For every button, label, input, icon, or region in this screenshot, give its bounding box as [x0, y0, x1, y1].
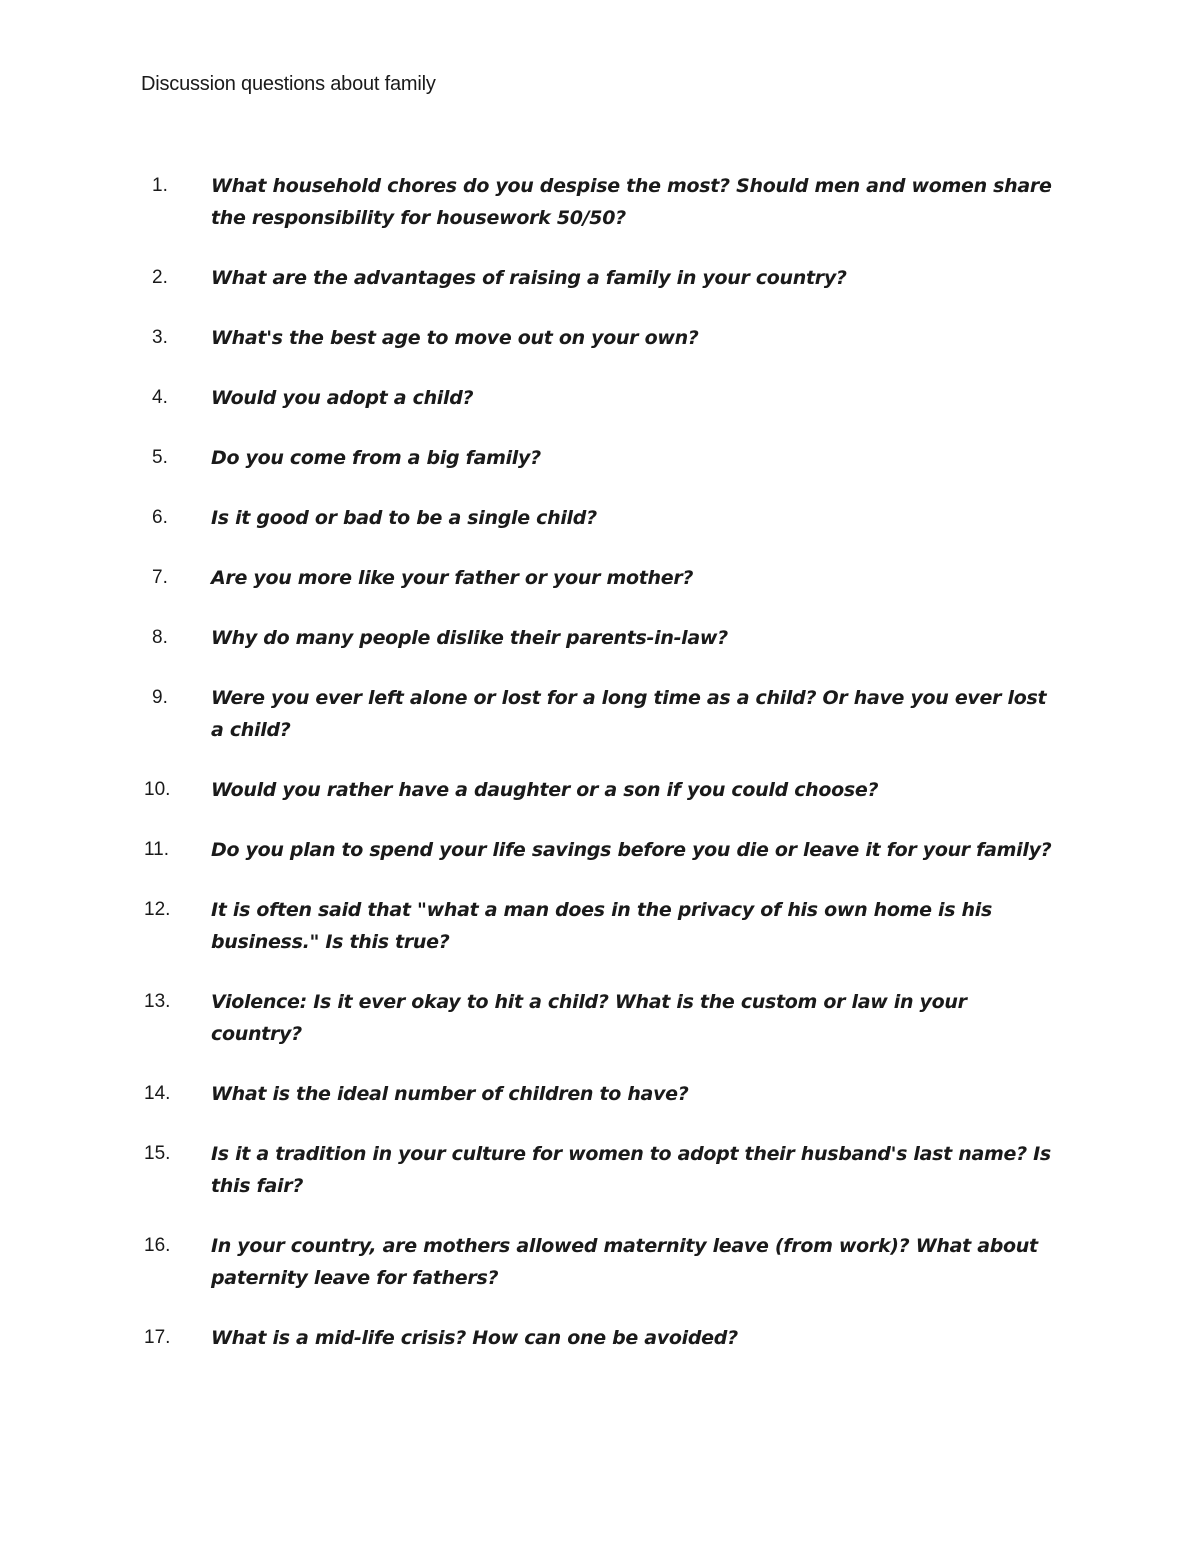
- question-number: 1.: [152, 175, 168, 196]
- list-item: [0, 442, 1200, 474]
- list-item: [0, 382, 1200, 414]
- question-text: Is it good or bad to be a single child?: [211, 507, 597, 529]
- list-item: [0, 894, 1200, 958]
- question-text: Were you ever left alone or lost for a long time as a child? Or have you ever lost a child?: [211, 687, 1047, 741]
- question-text: What is the ideal number of children to have?: [211, 1083, 689, 1105]
- question-number: 15.: [144, 1143, 171, 1164]
- question-number: 6.: [152, 507, 168, 528]
- question-text: Why do many people dislike their parents-in-law?: [211, 627, 728, 649]
- question-number: 13.: [144, 991, 171, 1012]
- question-text: Do you plan to spend your life savings before you die or leave it for your family?: [211, 839, 1052, 861]
- list-item: [0, 622, 1200, 654]
- question-number: 3.: [152, 327, 168, 348]
- question-number: 8.: [152, 627, 168, 648]
- question-number: 16.: [144, 1235, 171, 1256]
- list-item: [0, 1230, 1200, 1294]
- list-item: [0, 262, 1200, 294]
- list-item: [0, 322, 1200, 354]
- question-text: It is often said that "what a man does in the privacy of his own home is his business." Is this true?: [211, 899, 992, 953]
- question-number: 17.: [144, 1327, 171, 1348]
- question-text: What's the best age to move out on your own?: [211, 327, 699, 349]
- question-number: 5.: [152, 447, 168, 468]
- question-text: Violence: Is it ever okay to hit a child? What is the custom or law in your country?: [211, 991, 967, 1045]
- list-item: [0, 986, 1200, 1050]
- list-item: [0, 562, 1200, 594]
- question-number: 4.: [152, 387, 168, 408]
- list-item: [0, 1078, 1200, 1110]
- question-number: 10.: [144, 779, 171, 800]
- question-text: What household chores do you despise the most? Should men and women share the responsibility for housework 50/50?: [211, 175, 1052, 229]
- question-text: What are the advantages of raising a family in your country?: [211, 267, 847, 289]
- question-number: 2.: [152, 267, 168, 288]
- question-number: 9.: [152, 687, 168, 708]
- question-text: Would you adopt a child?: [211, 387, 474, 409]
- question-text: What is a mid-life crisis? How can one be avoided?: [211, 1327, 738, 1349]
- list-item: [0, 834, 1200, 866]
- question-text: Would you rather have a daughter or a son if you could choose?: [211, 779, 879, 801]
- question-text: In your country, are mothers allowed maternity leave (from work)? What about paternity leave for fathers?: [211, 1235, 1038, 1289]
- list-item: [0, 1138, 1200, 1202]
- document-title: Discussion questions about family: [141, 73, 436, 95]
- list-item: [0, 682, 1200, 746]
- question-text: Do you come from a big family?: [211, 447, 541, 469]
- list-item: [0, 502, 1200, 534]
- question-list: [0, 170, 1200, 1382]
- list-item: [0, 170, 1200, 234]
- question-number: 14.: [144, 1083, 171, 1104]
- list-item: [0, 1322, 1200, 1354]
- question-number: 7.: [152, 567, 168, 588]
- question-number: 12.: [144, 899, 171, 920]
- list-item: [0, 774, 1200, 806]
- question-number: 11.: [144, 839, 170, 860]
- question-text: Are you more like your father or your mother?: [211, 567, 694, 589]
- question-text: Is it a tradition in your culture for women to adopt their husband's last name? Is this fair?: [211, 1143, 1051, 1197]
